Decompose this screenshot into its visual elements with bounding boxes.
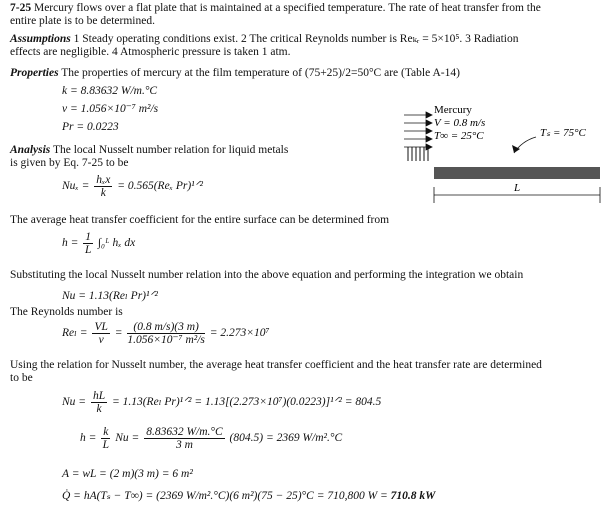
denominator: L [102, 439, 110, 451]
eq-rhs: = 2.273×10⁷ [209, 327, 270, 340]
problem-number: 7-25 [10, 2, 32, 14]
numerator: hL [92, 390, 106, 402]
average-h-text: The average heat transfer coefficient for the entire surface can be determined from [10, 214, 390, 226]
denominator: ν [98, 334, 104, 346]
using-relation-line2: to be [10, 372, 33, 384]
average-h-equation [62, 231, 135, 256]
analysis-heading: Analysis [10, 144, 51, 156]
area-equation: A = wL = (2 m)(3 m) = 6 m² [62, 468, 193, 480]
denominator: k [100, 187, 106, 199]
eq-body: Q̇ = hA(Tₛ − T∞) = (2369 W/m².°C)(6 m²)(75 − 25)°C = 710,800 W = [62, 490, 391, 502]
fraction [94, 174, 112, 199]
assumptions-text: 1 Steady operating conditions exist. 2 The critical Reynolds number is Reₖᵣ = 5×10⁵. 3 Radiation [73, 33, 519, 45]
fraction [144, 426, 224, 451]
numerator: hₓx [96, 174, 111, 186]
velocity-label: V = 0.8 m/s [434, 117, 486, 129]
property-nu: ν = 1.056×10⁻⁷ m²/s [62, 103, 159, 115]
free-stream-temp-label: T∞ = 25°C [434, 130, 484, 142]
substituting-text: Substituting the local Nusselt number relation into the above equation and performing the integration we obtain [10, 269, 524, 281]
eq-lhs: Reₗ = [62, 327, 88, 340]
flat-plate [434, 167, 600, 179]
surface-temp-label: Tₛ = 75°C [540, 127, 586, 139]
eq-rhs: (804.5) = 2369 W/m².°C [229, 432, 343, 445]
eq-lhs: Nuₓ = [62, 180, 90, 193]
eq-lhs: h = [80, 432, 97, 445]
analysis-text: The local Nusselt number relation for liquid metals [52, 144, 289, 156]
fraction [83, 231, 93, 256]
property-k: k = 8.83632 W/m.°C [62, 85, 158, 97]
analysis-line1 [10, 144, 288, 157]
eq-rhs: = 1.13(Reₗ Pr)¹ᐟ² = 1.13[(2.273×10⁷)(0.0223)]¹ᐟ² = 804.5 [111, 396, 382, 409]
numerator: (0.8 m/s)(3 m) [127, 321, 205, 334]
temp-pointer-arrowhead [512, 145, 520, 153]
assumptions-line2: effects are negligible. 4 Atmospheric pressure is taken 1 atm. [10, 46, 291, 58]
final-answer: 710.8 kW [390, 490, 436, 502]
properties-line [10, 67, 460, 80]
flat-plate-figure [404, 103, 604, 223]
numerator: k [103, 426, 109, 438]
problem-statement-line2: entire plate is to be determined. [10, 15, 155, 27]
denominator: L [84, 244, 92, 256]
numerator: 8.83632 W/m.°C [146, 426, 223, 438]
assumptions-heading: Assumptions [10, 33, 71, 45]
denominator: 1.056×10⁻⁷ m²/s [127, 334, 205, 346]
h-result-equation [80, 426, 342, 451]
problem-text: Mercury flows over a flat plate that is maintained at a specified temperature. The rate of heat transfer from the [33, 2, 541, 14]
problem-statement-line1 [10, 2, 541, 15]
reynolds-text: The Reynolds number is [10, 306, 123, 318]
eq-mid: Nu = [115, 432, 140, 445]
numerator: 1 [85, 231, 92, 243]
fluid-label: Mercury [434, 104, 472, 116]
numerator: VL [94, 321, 108, 333]
fraction [101, 426, 110, 451]
flow-arrows [404, 112, 432, 150]
denominator: k [96, 403, 102, 415]
heat-transfer-equation [62, 488, 435, 502]
reynolds-equation: Reₗ = $\frac{VL}{\nu}$ = $\frac{(0.8 m/s)(3 m)}{\text{1.056×10⁻⁷ m²/s}}$ = 2.273×10⁷ [62, 321, 270, 346]
fraction [127, 321, 205, 346]
denominator: 3 m [175, 439, 193, 451]
eq-rhs: = 0.565(Reₓ Pr)¹ᐟ² [117, 180, 203, 193]
using-relation-line1: Using the relation for Nusselt number, the average heat transfer coefficient and the heat transfer rate are determined [10, 359, 542, 371]
hatch-marks [408, 147, 428, 161]
nusselt-result-equation [62, 390, 381, 415]
property-pr: Pr = 0.0223 [62, 121, 119, 133]
properties-text: The properties of mercury at the film temperature of (75+25)/2=50°C are (Table A-14) [61, 67, 460, 79]
analysis-line2: is given by Eq. 7-25 to be [10, 157, 129, 169]
fraction [92, 321, 109, 346]
assumptions-line1 [10, 33, 519, 46]
eq-lhs: Nu = [62, 396, 87, 409]
properties-heading: Properties [10, 67, 59, 79]
fraction [91, 390, 107, 415]
local-nusselt-equation [62, 174, 203, 199]
eq-rhs: ∫₀ᴸ hₓ dx [97, 237, 136, 250]
length-label: L [513, 182, 521, 194]
eq-lhs: h = [62, 237, 79, 250]
average-nusselt-equation: Nu = 1.13(Reₗ Pr)¹ᐟ² [62, 290, 158, 302]
